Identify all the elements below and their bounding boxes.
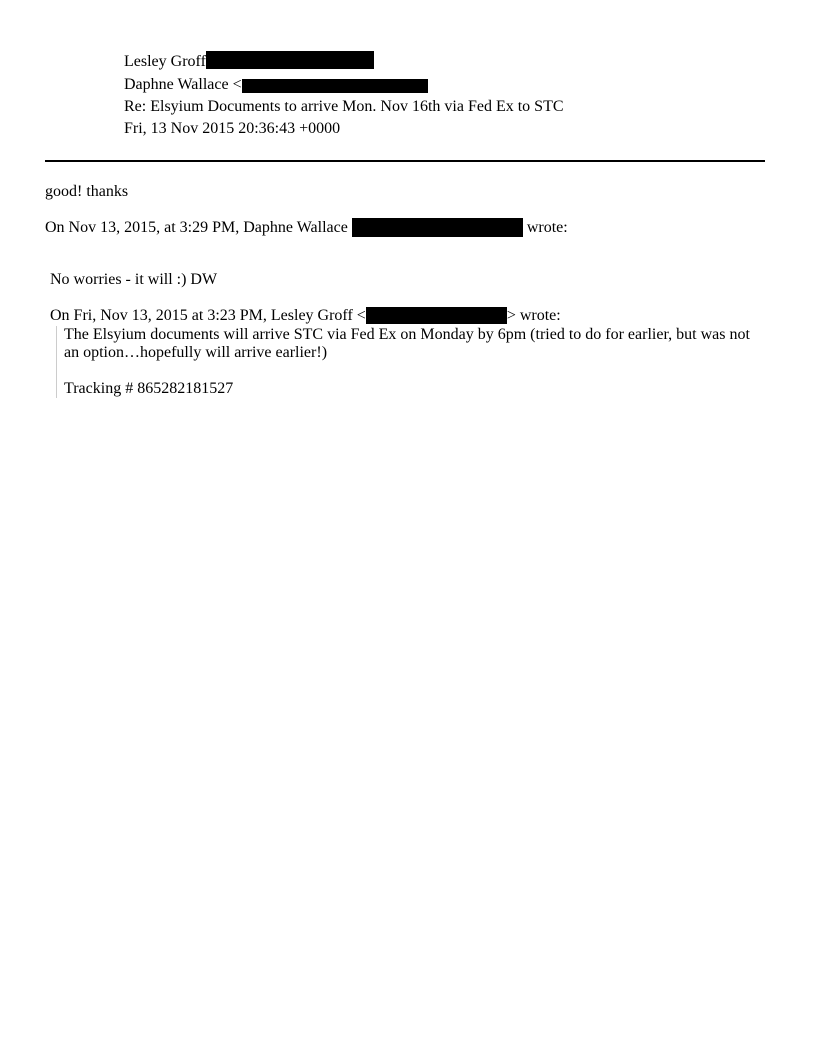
to-value	[124, 75, 428, 95]
attribution-1	[45, 218, 568, 238]
redaction-bar	[206, 51, 374, 69]
redaction-bar	[242, 79, 428, 93]
reply-2-text: No worries - it will :) DW	[50, 271, 218, 288]
attribution-2-prefix: On Fri, Nov 13, 2015 at 3:23 PM, Lesley Groff <	[50, 307, 366, 324]
from-value	[124, 52, 374, 72]
redaction-bar	[352, 218, 523, 237]
subject-value: Re: Elsyium Documents to arrive Mon. Nov 16th via Fed Ex to STC	[124, 98, 564, 115]
header-divider	[45, 160, 765, 162]
attribution-1-prefix: On Nov 13, 2015, at 3:29 PM, Daphne Wallace	[45, 219, 348, 236]
tracking-line: Tracking # 865282181527	[64, 380, 234, 397]
from-name: Lesley Groff	[124, 53, 206, 70]
quoted-paragraph: The Elsyium documents will arrive STC via Fed Ex on Monday by 6pm (tried to do for earlier, but was not an option…hopefully will arrive earlier!)	[64, 326, 750, 361]
attribution-2-suffix: > wrote:	[506, 307, 561, 324]
redaction-bar	[366, 307, 507, 324]
quoted-message	[56, 326, 764, 398]
reply-text: good! thanks	[45, 183, 129, 200]
to-name: Daphne Wallace <	[124, 76, 242, 93]
attribution-2	[50, 306, 561, 326]
attribution-1-suffix: wrote:	[526, 219, 568, 236]
date-value: Fri, 13 Nov 2015 20:36:43 +0000	[124, 120, 341, 137]
